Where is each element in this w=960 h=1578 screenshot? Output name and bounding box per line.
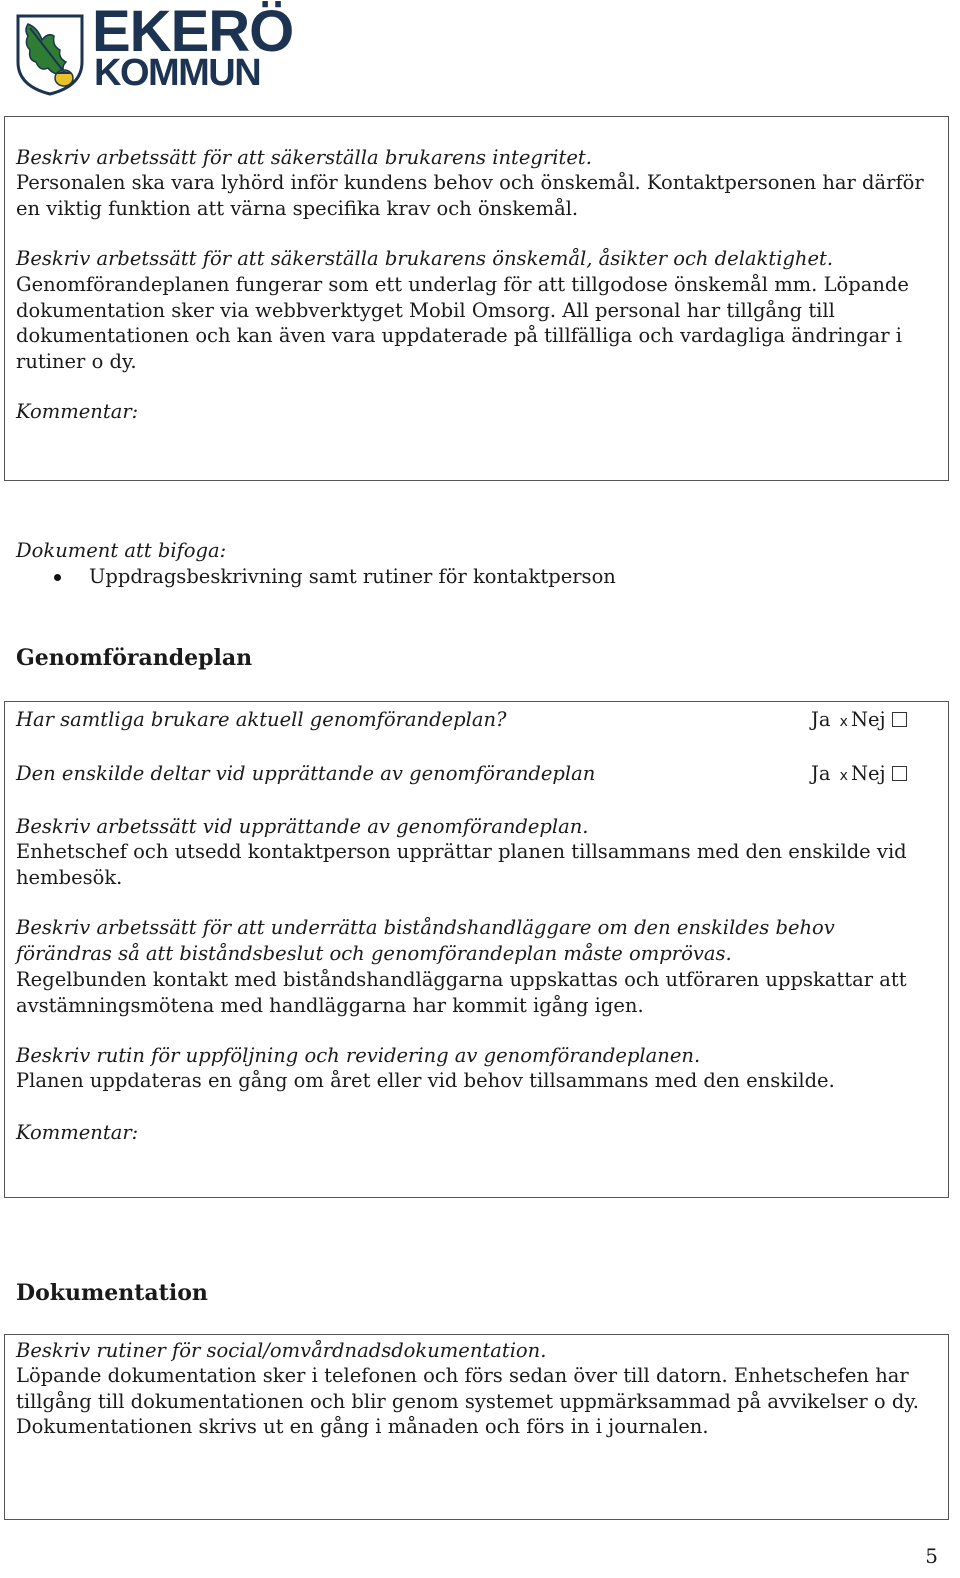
yes-checked-mark[interactable]: x	[839, 768, 848, 784]
follow-up-question: Beskriv rutin för uppföljning och revidering av genomförandeplanen.	[16, 1044, 701, 1067]
participation-answer: Genomförandeplanen fungerar som ett underlag för att tillgodose önskemål mm. Löpande dokumentation sker via webbverktyget Mobil Omsorg. All personal har tillgång till dokumentationen och kan även vara uppdaterade på tillfälliga och vardagliga ändringar i rutiner o dy.	[16, 273, 909, 373]
yes-label: Ja	[811, 762, 831, 785]
page-number: 5	[925, 1544, 938, 1568]
question-row-current-plan	[16, 707, 930, 733]
integrity-answer: Personalen ska vara lyhörd inför kundens behov och önskemål. Kontaktpersonen har därför en viktig funktion att värna specifika krav och önskemål.	[16, 171, 924, 220]
attachments-label: Dokument att bifoga:	[16, 539, 227, 562]
participation-question: Beskriv arbetssätt för att säkerställa brukarens önskemål, åsikter och delaktighet.	[16, 247, 834, 270]
yes-no-answer	[811, 761, 907, 790]
comment-label: Kommentar:	[16, 1121, 139, 1144]
section-heading-genomforandeplan: Genomförandeplan	[16, 645, 253, 671]
follow-up-answer: Planen uppdateras en gång om året eller vid behov tillsammans med den enskilde.	[16, 1069, 835, 1092]
notify-handler-question: Beskriv arbetssätt för att underrätta biståndshandläggare om den enskildes behov förändras så att biståndsbeslut och genomförandeplan måste omprövas.	[16, 916, 835, 965]
integrity-question: Beskriv arbetssätt för att säkerställa brukarens integritet.	[16, 146, 592, 169]
list-item	[16, 564, 616, 590]
bullet-icon	[54, 574, 61, 581]
no-checkbox-icon[interactable]	[892, 766, 907, 781]
question-participation: Den enskilde deltar vid upprättande av genomförandeplan	[16, 762, 596, 785]
question-current-plan: Har samtliga brukare aktuell genomförandeplan?	[16, 708, 507, 731]
comment-label: Kommentar:	[16, 400, 139, 423]
no-label: Nej	[850, 708, 886, 731]
yes-no-answer	[811, 707, 907, 736]
oak-leaf-shield-icon	[14, 10, 86, 96]
yes-label: Ja	[811, 708, 831, 731]
plan-creation-question: Beskriv arbetssätt vid upprättande av genomförandeplan.	[16, 815, 589, 838]
attachment-item-label: Uppdragsbeskrivning samt rutiner för kontaktperson	[89, 565, 616, 588]
plan-creation-answer: Enhetschef och utsedd kontaktperson upprättar planen tillsammans med den enskilde vid hembesök.	[16, 840, 907, 889]
attachments-list	[16, 564, 616, 590]
documentation-question: Beskriv rutiner för social/omvårdnadsdokumentation.	[16, 1339, 547, 1362]
yes-checked-mark[interactable]: x	[839, 714, 848, 730]
logo-text-ekero: EKERÖ	[92, 0, 294, 64]
ekero-kommun-logo	[14, 0, 294, 96]
documentation-answer: Löpande dokumentation sker i telefonen och förs sedan över till datorn. Enhetschefen har tillgång till dokumentationen och blir genom systemet uppmärksammad på avvikelser o dy. Dokumentationen skrivs ut en gång i månaden och förs in i journalen.	[16, 1364, 919, 1438]
section-heading-dokumentation: Dokumentation	[16, 1280, 208, 1306]
logo-text-kommun: KOMMUN	[94, 52, 261, 94]
no-label: Nej	[850, 762, 886, 785]
question-row-participation	[16, 761, 930, 787]
no-checkbox-icon[interactable]	[892, 712, 907, 727]
notify-handler-answer: Regelbunden kontakt med biståndshandläggarna uppskattas och utföraren uppskattar att avstämningsmötena med handläggarna har kommit igång igen.	[16, 968, 907, 1017]
